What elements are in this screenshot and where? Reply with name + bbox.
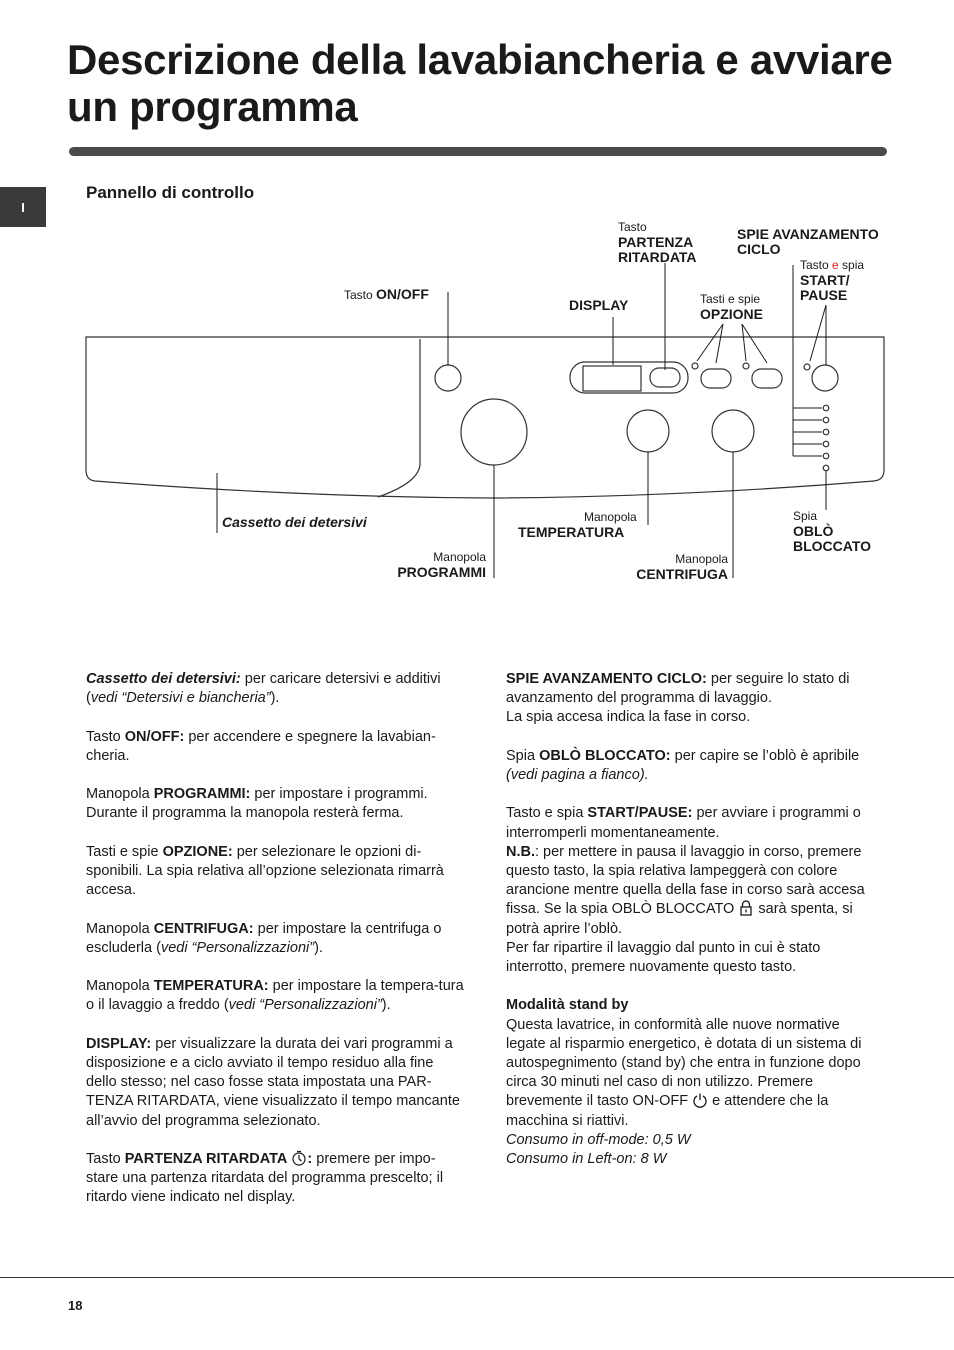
centrifuga-label: Manopola CENTRIFUGA	[636, 552, 728, 582]
paragraph-stand-by: Modalità stand by Questa lavatrice, in conformità alle nuove normative legate al risparmio energetico, è dotata di un sistema di autospegnimento (stand by) che entra in funzione dopo circa 30 minuti nel caso di non utilizzo. Premere brevemente il tasto ON-OFF e attendere che la macchina si riattivi. Consumo in off-mode: 0,5 W Consumo in Left-on: 8 W	[506, 997, 862, 1168]
right-column	[506, 670, 878, 1188]
partenza-button-shape	[650, 368, 680, 387]
option-button-2	[752, 369, 782, 388]
paragraph-oblo: Spia OBLÒ BLOCCATO: per capire se l’oblò è apribile (vedi pagina a fianco).	[506, 747, 860, 783]
centrifuga-knob-shape	[712, 410, 754, 452]
timer-icon	[291, 1150, 307, 1166]
temperatura-label: Manopola TEMPERATURA	[518, 510, 637, 540]
power-icon	[692, 1092, 708, 1108]
drawer-edge	[378, 339, 420, 497]
oblo-bloccato-label: Spia OBLÒ BLOCCATO	[793, 509, 872, 554]
start-button-shape	[812, 365, 838, 391]
display-screen	[583, 366, 641, 391]
footer-divider	[0, 1277, 954, 1278]
language-tab: I	[0, 187, 46, 227]
paragraph-onoff: Tasto ON/OFF: per accendere e spegnere la lavabian-cheria.	[86, 728, 436, 764]
section-title: Pannello di controllo	[86, 183, 255, 202]
page-title: Descrizione della lavabiancheria e avviare un programma	[67, 36, 893, 130]
left-column	[86, 670, 466, 1227]
display-housing	[570, 362, 688, 393]
display-label: DISPLAY	[569, 297, 629, 313]
cycle-led-6	[823, 465, 829, 471]
onoff-label: Tasto ON/OFF	[344, 286, 429, 302]
cassetto-label: Cassetto dei detersivi	[222, 514, 367, 530]
start-pause-label: Tasto e spia START/ PAUSE	[800, 258, 865, 303]
cycle-led-1	[823, 405, 829, 411]
cycle-led-2	[823, 417, 829, 423]
panel-outline	[86, 337, 884, 498]
paragraph-cassetto: Cassetto dei detersivi: per caricare detersivi e additivi (vedi “Detersivi e biancheria”).	[86, 671, 441, 707]
paragraph-partenza: Tasto PARTENZA RITARDATA : premere per impo-stare una partenza ritardata del programma prescelto; il ritardo viene indicato nel display.	[86, 1150, 444, 1206]
lock-icon	[738, 900, 754, 916]
paragraph-start-pause: Tasto e spia START/PAUSE: per avviare i programmi o interromperli momentaneamente. N.B.: per mettere in pausa il lavaggio in corso, premere questo tasto, la spia relativa lampeggerà con colore arancione mentre quella della fase in corso sarà accesa fissa. Se la spia OBLÒ BLOCCATO sarà spenta, si potrà aprire l’oblò. Per far ripartire il lavaggio dal punto in cui è stato interrotto, premere nuovamente questo tasto.	[506, 805, 865, 976]
temperatura-knob-shape	[627, 410, 669, 452]
title-divider	[69, 147, 887, 156]
cycle-led-3	[823, 429, 829, 435]
option-led-2	[743, 363, 749, 369]
opzione-label: Tasti e spie OPZIONE	[700, 292, 764, 322]
programmi-label: Manopola PROGRAMMI	[397, 550, 486, 580]
cycle-led-4	[823, 441, 829, 447]
option-button-1	[701, 369, 731, 388]
cycle-led-5	[823, 453, 829, 459]
paragraph-opzione: Tasti e spie OPZIONE: per selezionare le opzioni di-sponibili. La spia relativa all’opzione selezionata rimarrà accesa.	[86, 843, 444, 899]
control-panel-diagram	[0, 215, 954, 595]
paragraph-centrifuga: Manopola CENTRIFUGA: per impostare la centrifuga o escluderla (vedi “Personalizzazioni”).	[86, 920, 442, 956]
page-number: 18	[68, 1298, 83, 1313]
start-led	[804, 364, 810, 370]
paragraph-display: DISPLAY: per visualizzare la durata dei vari programmi a disposizione e a ciclo avviato il tempo residuo alla fine dello stesso; nel caso fosse stata impostata una PAR-TENZA RITARDATA, viene visualizzato il tempo mancante all’avvio del programma selezionato.	[86, 1035, 460, 1129]
spie-avanzamento-label: SPIE AVANZAMENTO CICLO	[737, 226, 879, 257]
paragraph-spie-avanzamento: SPIE AVANZAMENTO CICLO: per seguire lo stato di avanzamento del programma di lavaggio. La spia accesa indica la fase in corso.	[506, 671, 850, 726]
programmi-knob-shape	[461, 399, 527, 465]
paragraph-temperatura: Manopola TEMPERATURA: per impostare la tempera-tura o il lavaggio a freddo (vedi “Personalizzazioni”).	[86, 978, 464, 1014]
partenza-ritardata-label: Tasto PARTENZA RITARDATA	[618, 220, 697, 265]
paragraph-programmi: Manopola PROGRAMMI: per impostare i programmi. Durante il programma la manopola resterà ferma.	[86, 786, 428, 822]
option-led-1	[692, 363, 698, 369]
onoff-button-shape	[435, 365, 461, 391]
